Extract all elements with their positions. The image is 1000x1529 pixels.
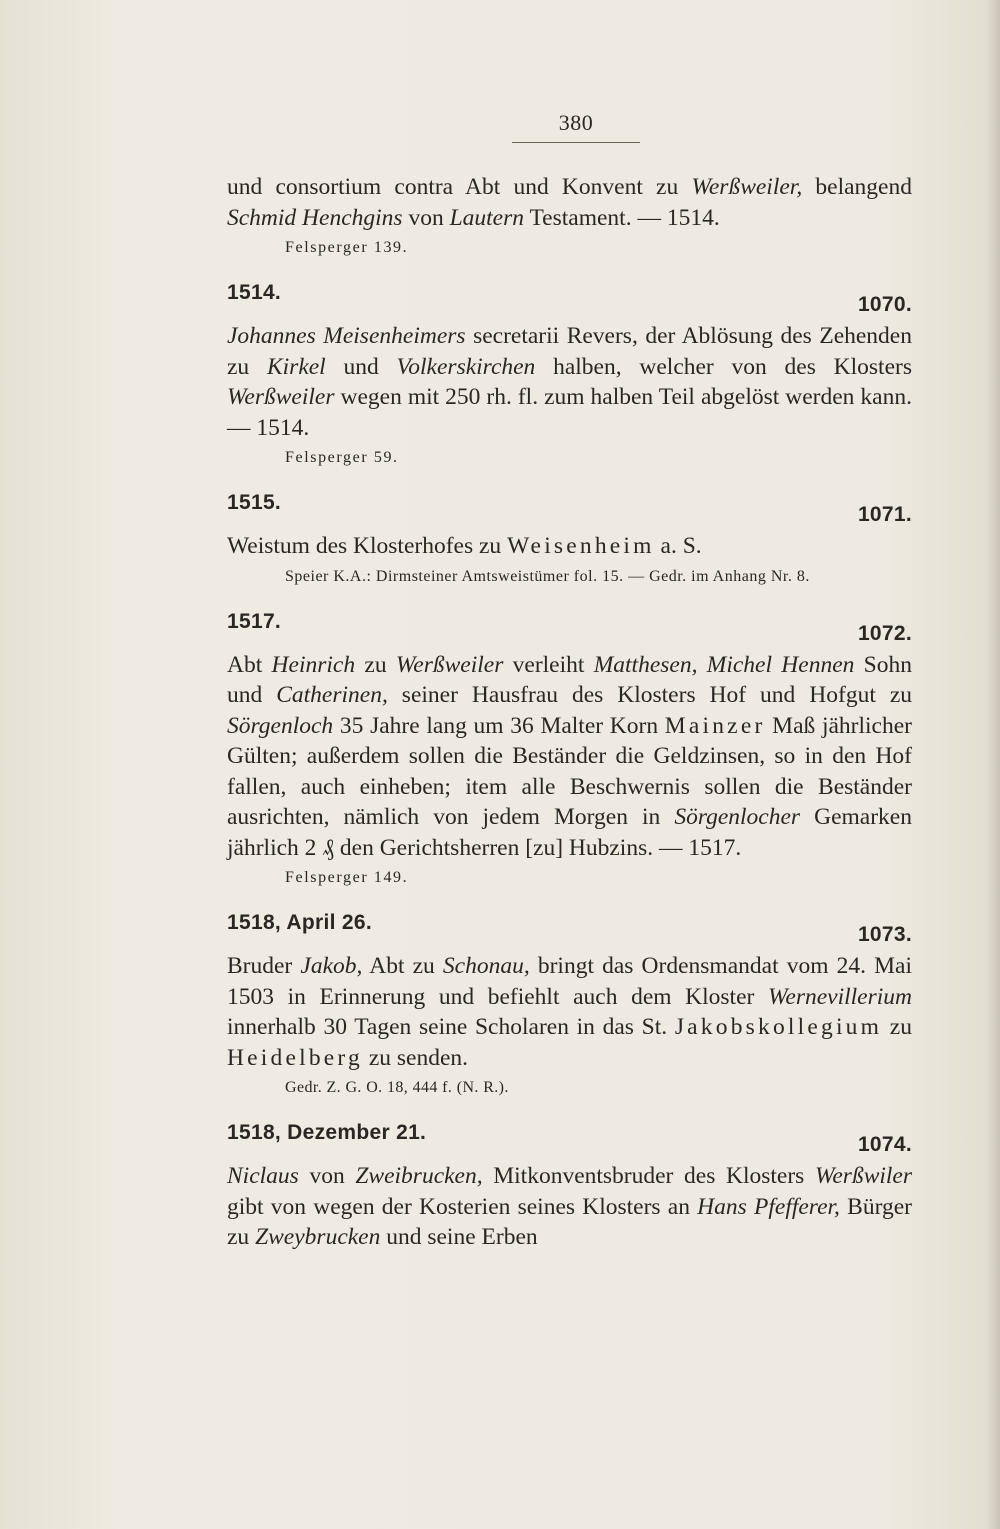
spaced-name: Weisenheim (507, 533, 655, 559)
entry-date: 1518, April 26. (227, 911, 372, 934)
entry-number: 1070. (857, 293, 912, 316)
italic-name: Werßweiler, (691, 174, 803, 200)
entry-text: Weistum des Klosterhofes zu Weisenheim a. S. (227, 533, 702, 559)
entry-source: Gedr. Z. G. O. 18, 444 f. (N. R.). (285, 1079, 509, 1096)
entry-source: Felsperger 149. (285, 869, 409, 886)
italic-name: Hans Pfefferer, (697, 1193, 840, 1220)
continuation-source: Felsperger 139. (285, 239, 409, 256)
entry-text: Bruder Jakob, Abt zu Schonau, bringt das Ordensmandat vom 24. Mai 1503 in Erinnerung und befiehlt auch dem Kloster Wernevillerium innerhalb 30 Tagen seine Scholaren in das St. Jakobskollegium zu Heidelberg zu senden. (227, 953, 912, 1071)
text-column (227, 172, 912, 1253)
spaced-name: Heidelberg (227, 1044, 363, 1071)
continuation-text: und consortium contra Abt und Konvent zu Werßweiler, belangend Schmid Henchgins von Lautern Testament. — 1514. (227, 174, 912, 231)
entry-date: 1514. (227, 281, 282, 304)
entry-number: 1072. (857, 621, 912, 645)
entry-number: 1071. (857, 503, 912, 526)
entry-header (227, 610, 912, 650)
entry-1071 (227, 491, 912, 588)
italic-name: Schonau, (442, 953, 530, 979)
italic-name: Catherinen, (276, 682, 388, 708)
italic-name: Sörgenloch (227, 712, 334, 739)
italic-name: Zweibrucken, (355, 1163, 483, 1189)
entry-text: Johannes Meisenheimers secretarii Revers, der Ablösung des Zehenden zu Kirkel und Volkerskirchen halben, welcher von des Klosters Werßweiler wegen mit 250 rh. fl. zum halben Teil abgelöst werden kann. — 1514. (227, 323, 912, 441)
entry-date: 1518, Dezember 21. (227, 1121, 427, 1144)
italic-name: Matthesen, Michel Hennen (593, 651, 855, 678)
entry-number: 1074. (857, 1133, 912, 1156)
entry-source: Speier K.A.: Dirmsteiner Amtsweistümer fol. 15. — Gedr. im Anhang Nr. 8. (285, 567, 810, 585)
italic-name: Lautern (449, 204, 524, 231)
entry-header (227, 491, 912, 531)
entry-header (227, 1121, 912, 1161)
entry-header (227, 281, 912, 321)
entry-1073 (227, 911, 912, 1099)
entry-1072 (227, 610, 912, 890)
italic-name: Zweybrucken (255, 1224, 381, 1250)
page-edge-shadow (986, 0, 1000, 1529)
italic-name: Jakob, (300, 953, 363, 979)
italic-name: Werßweiler (395, 651, 504, 678)
italic-name: Heinrich (271, 651, 356, 678)
entry-source: Felsperger 59. (285, 449, 399, 466)
italic-name: Johannes Meisenheimers (227, 323, 466, 349)
spaced-name: Mainzer (664, 712, 766, 739)
entry-date: 1517. (227, 609, 282, 633)
italic-name: Kirkel (266, 353, 326, 380)
entry-text: Abt Heinrich zu Werßweiler verleiht Matthesen, Michel Hennen Sohn und Catherinen, seiner Hausfrau des Klosters Hof und Hofgut zu Sörgenloch 35 Jahre lang um 36 Malter Korn Mainzer Maß jährlicher Gülten; außerdem sollen die Beständer die Geldzinsen, so in den Hof fallen, auch einheben; item alle Beschwernis sollen die Beständer ausrichten, nämlich von jedem Morgen in Sörgenlocher Gemarken jährlich 2 ₰ den Gerichtsherren [zu] Hubzins. — 1517. (227, 651, 913, 861)
spaced-name: Jakobskollegium (674, 1014, 883, 1040)
entry-header (227, 911, 912, 951)
entry-text: Niclaus von Zweibrucken, Mitkonventsbruder des Klosters Werßwiler gibt von wegen der Kosterien seines Klosters an Hans Pfefferer, Bürger zu Zweybrucken und seine Erben (227, 1163, 913, 1250)
entry-1074 (227, 1121, 912, 1253)
italic-name: Volkerskirchen (396, 353, 536, 380)
page-number-rule (512, 142, 640, 143)
entry-1070 (227, 281, 912, 469)
entry-number: 1073. (857, 923, 912, 946)
italic-name: Schmid Henchgins (227, 204, 403, 231)
continuation-entry (227, 172, 912, 259)
italic-name: Sörgenlocher (674, 804, 801, 830)
italic-name: Wernevillerium (767, 983, 912, 1010)
italic-name: Werßweiler (227, 384, 335, 410)
italic-name: Niclaus (227, 1163, 299, 1189)
italic-name: Werßwiler (814, 1163, 913, 1189)
page-number: 380 (558, 110, 594, 135)
entry-date: 1515. (227, 491, 282, 514)
